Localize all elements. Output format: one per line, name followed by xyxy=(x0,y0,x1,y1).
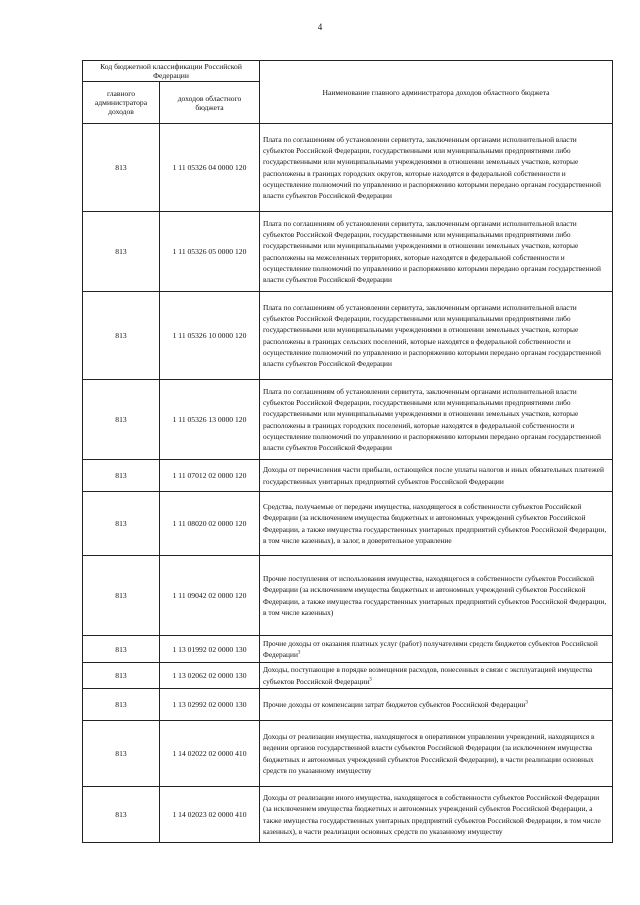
admin-code-cell: 813 xyxy=(83,212,160,292)
admin-code-cell: 813 xyxy=(83,492,160,556)
revenue-code-cell: 1 14 02022 02 0000 410 xyxy=(160,721,260,787)
revenue-code-cell: 1 11 08020 02 0000 120 xyxy=(160,492,260,556)
revenue-name-text: Доходы от реализации имущества, находящегося в оперативном управлении учреждений, находящихся в ведении органов государственной власти субъектов Российской Федерации (за исключением имущества бюджетных и автономных учреждений субъектов Российской Федерации), в части реализации основных средств по указанному имуществу xyxy=(263,732,595,775)
revenue-name-cell xyxy=(260,556,613,636)
admin-code-cell: 813 xyxy=(83,460,160,492)
table-row xyxy=(83,663,613,689)
admin-code-cell: 813 xyxy=(83,663,160,689)
table-row xyxy=(83,721,613,787)
revenue-name-text: Плата по соглашениям об установлении сервитута, заключенным органами исполнительной власти субъектов Российской Федерации, государственными или муниципальными предприятиями либо государственными или муниципальными учреждениями в отношении земельных участков, которые расположены в границах городских округов, которые находятся в федеральной собственности и осуществление полномочий по управлению и распоряжению которыми передано органам государственной власти субъектов Российской Федерации xyxy=(263,134,601,200)
page-number: 4 xyxy=(317,22,323,32)
revenue-name-text: Средства, получаемые от передачи имущества, находящегося в собственности субъектов Российской Федерации (за исключением имущества бюджетных и автономных учреждений субъектов Российской Федерации, а также имущества государственных унитарных предприятий субъектов Российской Федерации, в том числе казенных), в залог, в доверительное управление xyxy=(263,502,607,545)
revenue-name-cell xyxy=(260,787,613,843)
revenue-code-cell: 1 11 05326 05 0000 120 xyxy=(160,212,260,292)
admin-code-cell: 813 xyxy=(83,636,160,663)
revenue-name-cell xyxy=(260,212,613,292)
revenue-name-text: Плата по соглашениям об установлении сервитута, заключенным органами исполнительной власти субъектов Российской Федерации, государственными или муниципальными предприятиями либо государственными или муниципальными учреждениями в отношении земельных участков, которые расположены в границах сельских поселений, которые находятся в федеральной собственности и осуществление полномочий по управлению и распоряжению которыми передано органам государственной власти субъектов Российской Федерации xyxy=(263,302,601,368)
table-row xyxy=(83,556,613,636)
revenue-name-cell xyxy=(260,663,613,689)
table-row xyxy=(83,787,613,843)
table-row xyxy=(83,292,613,380)
revenue-name-text: Доходы от реализации иного имущества, находящегося в собственности субъектов Российской Федерации (за исключением имущества бюджетных и автономных учреждений субъектов Российской Федерации, а также имущества государственных унитарных предприятий субъектов Российской Федерации, в том числе казенных), в части реализации основных средств по указанному имуществу xyxy=(263,793,601,836)
revenue-name-text: Плата по соглашениям об установлении сервитута, заключенным органами исполнительной власти субъектов Российской Федерации, государственными или муниципальными предприятиями либо государственными или муниципальными учреждениями в отношении земельных участков, которые расположены в границах городских поселений, которые находятся в федеральной собственности и осуществление полномочий по управлению и распоряжению которыми передано органам государственной власти субъектов Российской Федерации xyxy=(263,386,601,452)
table-row xyxy=(83,460,613,492)
admin-code-cell: 813 xyxy=(83,721,160,787)
revenue-code-cell: 1 13 02062 02 0000 130 xyxy=(160,663,260,689)
revenue-name-cell xyxy=(260,124,613,212)
revenue-code-cell: 1 11 09042 02 0000 120 xyxy=(160,556,260,636)
table-row xyxy=(83,689,613,721)
revenue-name-cell xyxy=(260,636,613,663)
revenue-code-cell: 1 11 07012 02 0000 120 xyxy=(160,460,260,492)
revenue-code-cell: 1 11 05326 04 0000 120 xyxy=(160,124,260,212)
header-admin-name: Наименование главного администратора доходов областного бюджета xyxy=(260,61,613,124)
revenue-name-text: Прочие доходы от компенсации затрат бюджетов субъектов Российской Федерации xyxy=(263,699,526,709)
revenue-code-cell: 1 11 05326 13 0000 120 xyxy=(160,380,260,460)
admin-code-cell: 813 xyxy=(83,380,160,460)
admin-code-cell: 813 xyxy=(83,556,160,636)
revenue-code-cell: 1 13 01992 02 0000 130 xyxy=(160,636,260,663)
header-budget-code: Код бюджетной классификации Российской Федерации xyxy=(83,61,260,82)
admin-code-cell: 813 xyxy=(83,124,160,212)
budget-revenue-table xyxy=(82,60,613,843)
revenue-name-text: Доходы, поступающие в порядке возмещения расходов, понесенных в связи с эксплуатацией имущества субъектов Российской Федерации xyxy=(263,665,593,686)
revenue-name-text: Прочие доходы от оказания платных услуг (работ) получателями средств бюджетов субъектов Российской Федерации xyxy=(263,638,598,659)
revenue-name-text: Плата по соглашениям об установлении сервитута, заключенным органами исполнительной власти субъектов Российской Федерации, государственными или муниципальными предприятиями либо государственными или муниципальными учреждениями в отношении земельных участков, которые расположены на межселенных территориях, которые находятся в федеральной собственности и осуществление полномочий по управлению и распоряжению которыми передано органам государственной власти субъектов Российской Федерации xyxy=(263,218,601,284)
table-row xyxy=(83,492,613,556)
header-revenue-code: доходов областного бюджета xyxy=(160,82,260,124)
table-row xyxy=(83,636,613,663)
admin-code-cell: 813 xyxy=(83,787,160,843)
revenue-code-cell: 1 11 05326 10 0000 120 xyxy=(160,292,260,380)
revenue-name-text: Доходы от перечисления части прибыли, остающейся после уплаты налогов и иных обязательных платежей государственных унитарных предприятий субъектов Российской Федерации xyxy=(263,465,604,486)
admin-code-cell: 813 xyxy=(83,689,160,721)
revenue-name-cell xyxy=(260,689,613,721)
footnote-marker: 3 xyxy=(369,677,372,683)
revenue-name-cell xyxy=(260,492,613,556)
footnote-marker: 3 xyxy=(525,700,528,706)
revenue-name-cell xyxy=(260,460,613,492)
revenue-name-cell xyxy=(260,292,613,380)
revenue-code-cell: 1 13 02992 02 0000 130 xyxy=(160,689,260,721)
header-admin-code: главного администратора доходов xyxy=(83,82,160,124)
revenue-name-text: Прочие поступления от использования имущества, находящегося в собственности субъектов Российской Федерации (за исключением имущества бюджетных и автономных учреждений субъектов Российской Федерации, а также имущества государственных унитарных предприятий субъектов Российской Федерации, в том числе казенных) xyxy=(263,574,607,617)
revenue-code-cell: 1 14 02023 02 0000 410 xyxy=(160,787,260,843)
table-row xyxy=(83,380,613,460)
revenue-name-cell xyxy=(260,721,613,787)
revenue-name-cell xyxy=(260,380,613,460)
footnote-marker: 3 xyxy=(297,650,301,656)
table-row xyxy=(83,212,613,292)
admin-code-cell: 813 xyxy=(83,292,160,380)
table-row xyxy=(83,124,613,212)
